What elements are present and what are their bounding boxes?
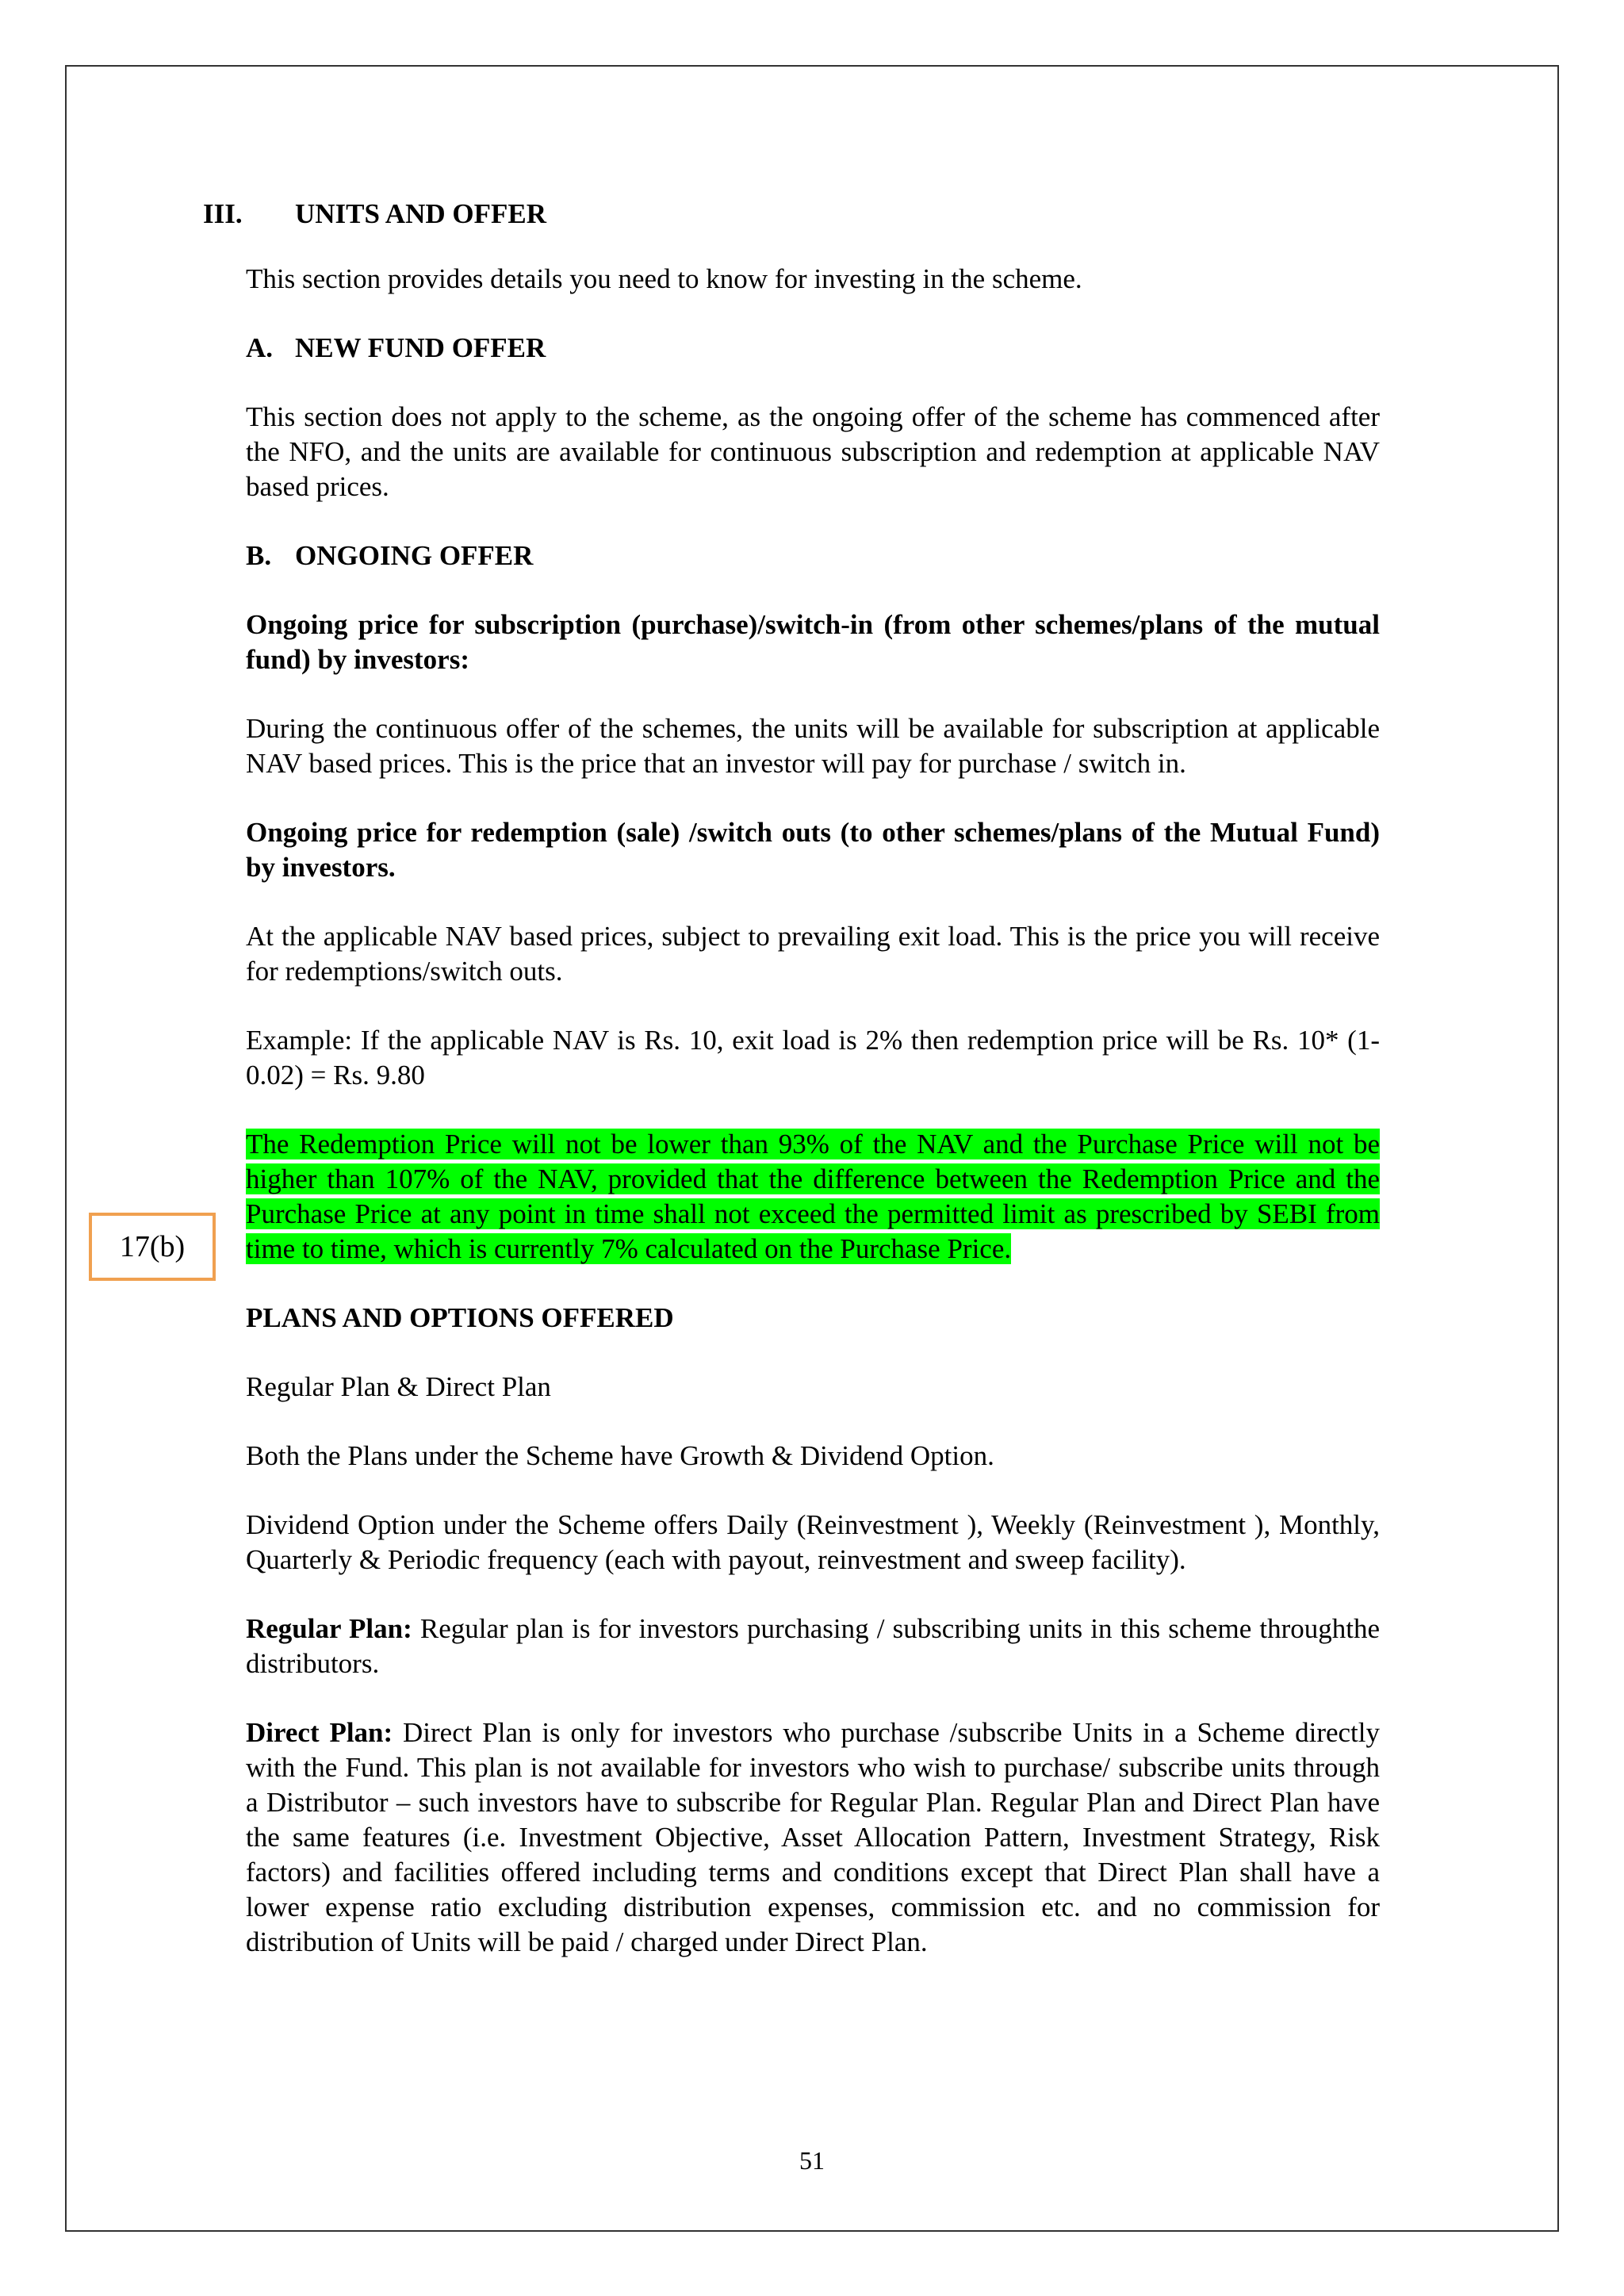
regular-plan-text: Regular plan is for investors purchasing / subscribing units in this scheme throughthe distributors.: [246, 1613, 1380, 1679]
nfo-title: NEW FUND OFFER: [295, 332, 546, 363]
plans-text: Regular Plan & Direct Plan: [246, 1371, 551, 1402]
direct-plan-label: Direct Plan:: [246, 1717, 393, 1748]
direct-plan-text: Direct Plan is only for investors who purchase /subscribe Units in a Scheme directly with the Fund. This plan is not available for investors who wish to purchase/ subscribe units through a Distributor – such investors have to subscribe for Regular Plan. Regular Plan and Direct Plan have the same features (i.e. Investment Objective, Asset Allocation Pattern, Investment Strategy, Risk factors) and facilities offered including terms and conditions except that Direct Plan shall have a lower expense ratio excluding distribution expenses, commission etc. and no commission for distribution of Units will be paid / charged under Direct Plan.: [246, 1717, 1381, 1957]
section-number: III.: [203, 198, 243, 229]
ongoing-letter: B.: [246, 540, 272, 571]
subscription-price-heading: Ongoing price for subscription (purchase)/switch-in (from other schemes/plans of the mutual fund) by investors:: [246, 609, 1380, 675]
highlighted-paragraph: [246, 1127, 1380, 1267]
section-title: UNITS AND OFFER: [295, 198, 546, 229]
regular-plan-label: Regular Plan:: [246, 1613, 412, 1644]
nfo-text: This section does not apply to the scheme, as the ongoing offer of the scheme has commenced after the NFO, and the units are available for continuous subscription and redemption at applicable NAV based prices.: [246, 401, 1380, 502]
nfo-letter: A.: [246, 332, 274, 363]
margin-annotation-label: 17(b): [119, 1230, 186, 1263]
regular-plan-paragraph: [246, 1612, 1380, 1681]
redemption-price-heading: Ongoing price for redemption (sale) /switch outs (to other schemes/plans of the Mutual Fund) by investors.: [246, 817, 1380, 883]
section-intro: This section provides details you need to know for investing in the scheme.: [246, 263, 1082, 294]
highlighted-text: The Redemption Price will not be lower than 93% of the NAV and the Purchase Price will not be higher than 107% of the NAV, provided that the difference between the Redemption Price and the Purchase Price at any point in time shall not exceed the permitted limit as prescribed by SEBI from time to time, which is currently 7% calculated on the Purchase Price.: [246, 1129, 1380, 1264]
page-number: 51: [799, 2146, 825, 2175]
redemption-example: Example: If the applicable NAV is Rs. 10, exit load is 2% then redemption price will be Rs. 10* (1-0.02) = Rs. 9.80: [246, 1025, 1380, 1091]
nfo-heading: [246, 331, 1380, 366]
options-text: Both the Plans under the Scheme have Growth & Dividend Option.: [246, 1440, 994, 1471]
ongoing-heading: [246, 539, 1380, 573]
direct-plan-paragraph: [246, 1715, 1380, 1960]
plans-heading: PLANS AND OPTIONS OFFERED: [246, 1302, 674, 1333]
redemption-price-text: At the applicable NAV based prices, subject to prevailing exit load. This is the price you will receive for redemptions/switch outs.: [246, 921, 1380, 987]
margin-annotation-box: [89, 1213, 216, 1281]
subscription-price-text: During the continuous offer of the schemes, the units will be available for subscription at applicable NAV based prices. This is the price that an investor will pay for purchase / switch in.: [246, 713, 1380, 779]
ongoing-title: ONGOING OFFER: [295, 540, 534, 571]
dividend-text: Dividend Option under the Scheme offers Daily (Reinvestment ), Weekly (Reinvestment ), Monthly, Quarterly & Periodic frequency (each with payout, reinvestment and sweep facility).: [246, 1509, 1380, 1575]
document-body: [246, 194, 1380, 1994]
